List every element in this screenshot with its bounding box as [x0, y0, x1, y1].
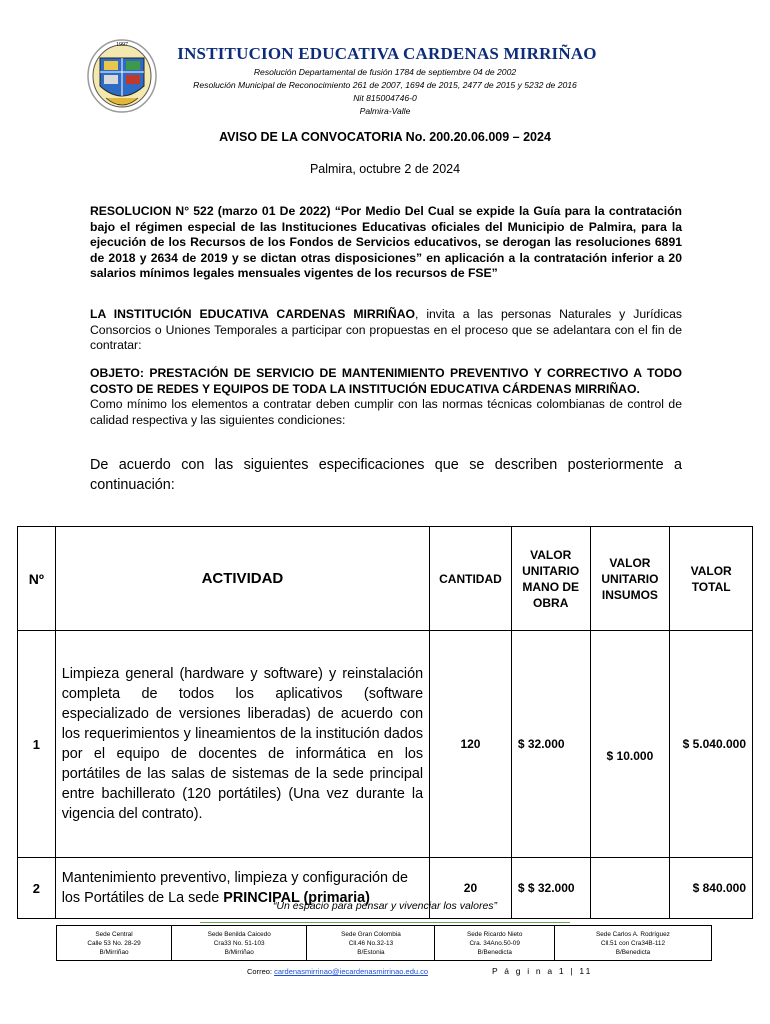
sede-name: Sede Carlos A. Rodríguez	[595, 930, 670, 938]
row-activity-text: Mantenimiento preventivo, limpieza y configuración de los Portátiles de La sede	[61, 870, 409, 906]
row-number: 2	[18, 858, 56, 919]
school-name: INSTITUCION EDUCATIVA CARDENAS MIRRIÑAO	[177, 44, 597, 63]
aviso-title: AVISO DE LA CONVOCATORIA No. 200.20.06.009 – 2024	[219, 130, 551, 144]
email-link[interactable]: cardenasmirrinao@iecardenasmirrinao.edu.co	[274, 967, 429, 976]
sede-name: Sede Benilda Caicedo	[207, 930, 271, 938]
row-total: $ 5.040.000	[670, 631, 753, 858]
motto: “Un espacio para pensar y vivenciar los valores”	[272, 900, 498, 912]
sedes-row	[57, 926, 712, 961]
row-activity: Limpieza general (hardware y software) y reinstalación completa de todos los aplicativos (software especializado de versiones liberadas) de acuerdo con los requerimientos y lineamientos de la institución dados por el equipo de docentes de informática en los portátiles de las salas de sistemas de la sede principal entre bachillerato (120 portátiles) (Una vez durante la vigencia del contrato).	[55, 631, 429, 858]
header-valor-total: VALOR TOTAL	[670, 527, 753, 631]
table-row	[18, 631, 753, 858]
sede-barrio: B/Mirriñao	[99, 948, 129, 956]
row-quantity: 120	[430, 631, 512, 858]
sede-cell	[435, 926, 554, 961]
sede-barrio: B/Estonia	[357, 948, 385, 956]
objeto-paragraph	[90, 366, 682, 428]
sede-name: Sede Gran Colombia	[341, 930, 401, 938]
acuerdo-paragraph: De acuerdo con las siguientes especificaciones que se describen posteriormente a continuación:	[90, 457, 682, 493]
page-number: P á g i n a 1 | 11	[492, 966, 593, 976]
sede-cell	[307, 926, 435, 961]
email-label: Correo:	[247, 967, 273, 976]
sede-address: Cll.46 No.32-13	[348, 939, 394, 947]
resolution-municipal: Resolución Municipal de Reconocimiento 261 de 2007, 1694 de 2015, 2477 de 2015 y 5232 de 2016	[193, 80, 577, 90]
institution-name: LA INSTITUCIÓN EDUCATIVA CARDENAS MIRRIÑAO	[90, 307, 415, 321]
row-quantity: 20	[430, 858, 512, 919]
row-unit-labor: $ $ 32.000	[511, 858, 590, 919]
sede-name: Sede Ricardo Nieto	[466, 930, 523, 938]
sede-name: Sede Central	[95, 930, 133, 938]
activity-table	[17, 526, 753, 919]
header-actividad: ACTIVIDAD	[55, 527, 429, 631]
sedes-table	[56, 925, 712, 961]
sede-address: Cll.51 con Cra34B-112	[600, 939, 666, 947]
sede-address: Cra33 No. 51-103	[213, 939, 265, 947]
header-cantidad: CANTIDAD	[430, 527, 512, 631]
email-line	[247, 967, 428, 976]
svg-text:1997: 1997	[116, 42, 128, 48]
nit: Nit 815004746-0	[353, 93, 417, 103]
invitation-text: , invita a las personas Naturales y Jurídicas Consorcios o Uniones Temporales a participar con propuestas en el proceso que se adelantara con el fin de contratar:	[90, 307, 682, 353]
sede-cell	[172, 926, 307, 961]
sede-barrio: B/Mirriñao	[224, 948, 254, 956]
table-header-row	[18, 527, 753, 631]
resolution-fusion: Resolución Departamental de fusión 1784 de septiembre 04 de 2002	[253, 67, 517, 77]
row-number: 1	[18, 631, 56, 858]
row-unit-supplies: $ 10.000	[590, 631, 670, 858]
sede-address: Calle 53 No. 28-29	[87, 939, 141, 947]
header-valor-mano-obra: VALOR UNITARIO MANO DE OBRA	[511, 527, 590, 631]
sede-cell	[57, 926, 172, 961]
date-line: Palmira, octubre 2 de 2024	[309, 162, 461, 176]
sede-barrio: B/Benedicta	[615, 948, 651, 956]
sede-barrio: B/Benedicta	[477, 948, 512, 956]
header-valor-insumos: VALOR UNITARIO INSUMOS	[590, 527, 670, 631]
objeto-text: Como mínimo los elementos a contratar deben cumplir con las normas técnicas colombianas de control de calidad respectiva y las siguientes condiciones:	[90, 397, 682, 427]
invitation-paragraph	[90, 307, 682, 354]
resolution-paragraph: RESOLUCION N° 522 (marzo 01 De 2022) “Por Medio Del Cual se expide la Guía para la contratación bajo el régimen especial de las Instituciones Educativas oficiales del Municipio de Palmira, para la ejecución de los Recursos de los Fondos de Servicios educativos, se derogan las resoluciones 6891 de 2018 y 2634 de 2019 y se dictan otras disposiciones” en aplicación a la contratación inferior a 20 salarios mínimos legales mensuales vigentes de los recursos de FSE”	[90, 204, 682, 281]
sede-cell	[554, 926, 711, 961]
sede-address: Cra. 34Ano.50-09	[469, 939, 520, 947]
school-crest-logo	[86, 36, 158, 122]
row-activity-bold: PRINCIPAL (primaria)	[223, 890, 370, 906]
row-total: $ 840.000	[670, 858, 753, 919]
objeto-title: OBJETO: PRESTACIÓN DE SERVICIO DE MANTENIMIENTO PREVENTIVO Y CORRECTIVO A TODO COSTO DE REDES Y EQUIPOS DE TODA LA INSTITUCIÓN EDUCATIVA CÁRDENAS MIRRIÑAO.	[90, 366, 682, 396]
footer-divider	[200, 922, 570, 923]
city: Palmira-Valle	[359, 106, 411, 116]
row-unit-labor: $ 32.000	[511, 631, 590, 858]
header-no: Nº	[18, 527, 56, 631]
